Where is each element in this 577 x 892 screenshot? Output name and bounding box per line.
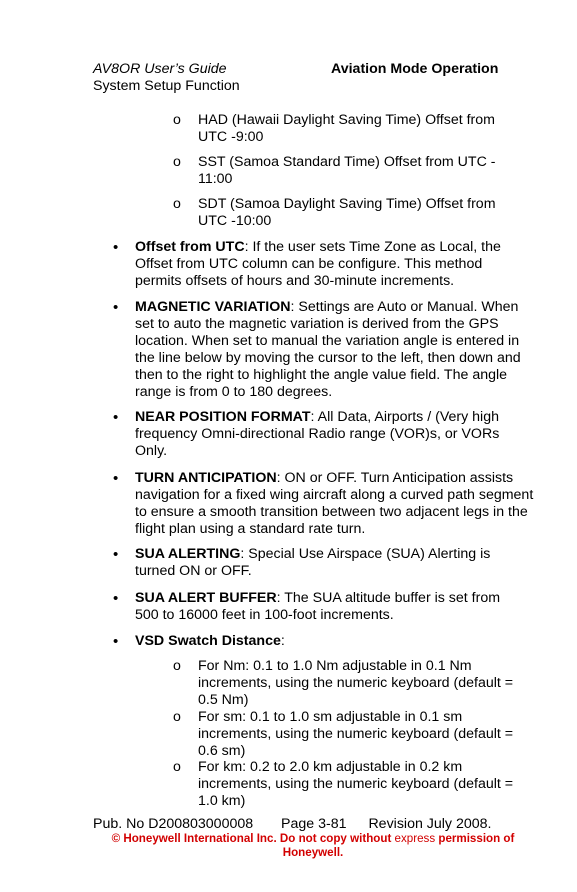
section-title: System Setup Function: [93, 78, 240, 94]
copyright-notice: [93, 832, 533, 860]
page-footer: [93, 816, 553, 833]
timezone-text: HAD (Hawaii Daylight Saving Time) Offset from UTC -9:00: [198, 112, 495, 145]
setting-description: : ON or OFF. Turn Anticipation assists navigation for a fixed wing aircraft along a curved path segment to ensure a smooth transition between two adjacent legs in the flight plan using a standard rate turn.: [135, 470, 534, 537]
sub-bullet-marker: o: [173, 658, 181, 674]
copyright-text: express: [394, 832, 436, 845]
vsd-unit-text: For Nm: 0.1 to 1.0 Nm adjustable in 0.1 Nm increments, using the numeric keyboard (default = 0.5 Nm): [198, 658, 514, 708]
page-number: Page 3-81: [281, 816, 347, 832]
setting-term: VSD Swatch Distance: [135, 633, 281, 649]
timezone-text: SDT (Samoa Daylight Saving Time) Offset from UTC -10:00: [198, 196, 496, 229]
setting-description: : Special Use Airspace (SUA) Alerting is turned ON or OFF.: [135, 546, 491, 579]
chapter-title: Aviation Mode Operation: [331, 61, 499, 77]
bullet-marker: •: [113, 470, 119, 487]
sub-bullet-marker: o: [173, 154, 181, 170]
bullet-marker: •: [113, 590, 119, 607]
copyright-text: © Honeywell International Inc. Do not copy without: [111, 832, 395, 845]
sub-bullet-marker: o: [173, 709, 181, 725]
setting-description: : Settings are Auto or Manual. When set to auto the magnetic variation is derived from the GPS location. When set to manual the variation angle is entered in the line below by moving the cursor to the left, then down and then to the right to highlight the angle value field. The angle range is from 0 to 180 degrees.: [135, 299, 521, 400]
copyright-text: permission of Honeywell.: [282, 832, 515, 859]
setting-turn-anticipation: [113, 470, 535, 538]
setting-vsd-swatch-distance: [113, 633, 535, 650]
setting-sua-alerting: [113, 546, 515, 580]
setting-term: TURN ANTICIPATION: [135, 470, 277, 486]
vsd-unit-text: For km: 0.2 to 2.0 km adjustable in 0.2 km increments, using the numeric keyboard (default = 1.0 km): [198, 759, 514, 809]
document-title: AV8OR User’s Guide: [93, 61, 227, 77]
setting-term: MAGNETIC VARIATION: [135, 299, 291, 315]
bullet-marker: •: [113, 239, 119, 256]
bullet-marker: •: [113, 633, 119, 650]
setting-description: : If the user sets Time Zone as Local, the Offset from UTC column can be configure. This method permits offsets of hours and 30-minute increments.: [135, 239, 501, 289]
timezone-item: [173, 112, 528, 146]
vsd-unit-item: [173, 709, 528, 760]
vsd-unit-item: [173, 759, 528, 810]
setting-description: : The SUA altitude buffer is set from 500 to 16000 feet in 100-foot increments.: [135, 590, 501, 623]
sub-bullet-marker: o: [173, 759, 181, 775]
setting-magnetic-variation: [113, 299, 535, 401]
setting-term: SUA ALERTING: [135, 546, 241, 562]
bullet-marker: •: [113, 546, 119, 563]
setting-term: NEAR POSITION FORMAT: [135, 409, 311, 425]
sub-bullet-marker: o: [173, 112, 181, 128]
running-header: [93, 61, 240, 95]
vsd-unit-item: [173, 658, 528, 709]
bullet-marker: •: [113, 299, 119, 316]
setting-offset-from-utc: [113, 239, 525, 290]
publication-number: Pub. No D200803000008: [93, 816, 254, 832]
revision-date: Revision July 2008.: [368, 816, 492, 832]
setting-sua-alert-buffer: [113, 590, 527, 624]
vsd-unit-text: For sm: 0.1 to 1.0 sm adjustable in 0.1 sm increments, using the numeric keyboard (default = 0.6 sm): [198, 709, 514, 759]
setting-description: :: [280, 633, 285, 649]
setting-term: SUA ALERT BUFFER: [135, 590, 277, 606]
timezone-item: [173, 196, 528, 230]
timezone-item: [173, 154, 528, 188]
setting-term: Offset from UTC: [135, 239, 245, 255]
timezone-text: SST (Samoa Standard Time) Offset from UTC - 11:00: [198, 154, 496, 187]
bullet-marker: •: [113, 409, 119, 426]
setting-description: : All Data, Airports / (Very high frequency Omni-directional Radio range (VOR)s, or VORs Only.: [135, 409, 500, 459]
sub-bullet-marker: o: [173, 196, 181, 212]
setting-near-position-format: [113, 409, 525, 460]
